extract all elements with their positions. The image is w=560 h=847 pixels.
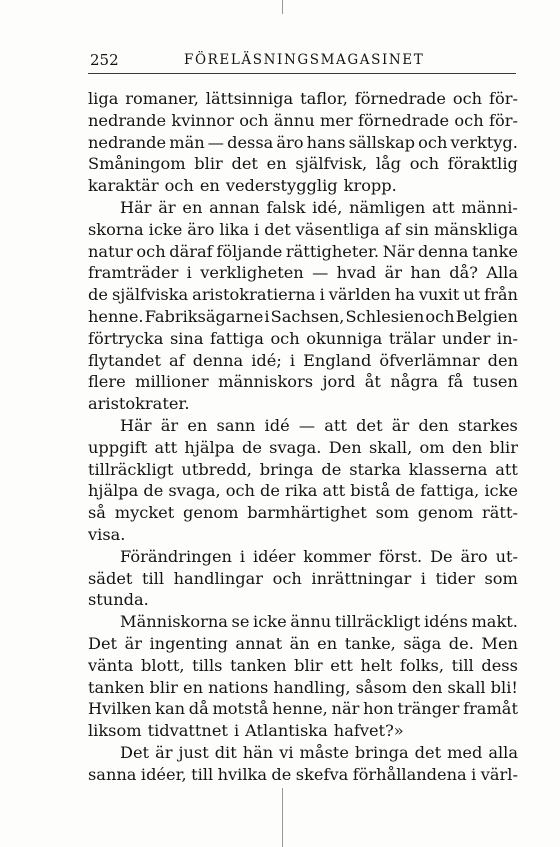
text-line: Det är just dit hän vi måste bringa det med alla [120, 742, 518, 762]
gutter-mark-top [282, 0, 283, 14]
text-line: vänta blott, tills tanken blir ett helt folks, till dess [88, 655, 518, 675]
page-number: 252 [90, 51, 119, 69]
text-line: Det är ingenting annat än en tanke, säga de. Men [88, 633, 518, 653]
text-line: karaktär och en vederstygglig kropp. [88, 176, 397, 196]
text-line: hjälpa de svaga, och de rika att bistå de fattiga, icke [88, 481, 518, 501]
text-line: Småningom blir det en själfvisk, låg och föraktlig [88, 154, 518, 174]
text-line: liga romaner, lättsinniga taflor, förnedrade och för- [88, 89, 518, 108]
text-line: förtrycka sina fattiga och okunniga trälar under in- [88, 328, 518, 348]
body-text [88, 88, 518, 786]
text-line: så mycket genom barmhärtighet som genom rätt- [88, 503, 518, 523]
text-line: aristokrater. [88, 394, 190, 414]
text-line: tillräckligt utbredd, bringa de starka klasserna att [88, 459, 518, 479]
header-rule [88, 73, 516, 74]
text-line: Här är en annan falsk idé, nämligen att männi- [120, 197, 518, 217]
text-line: liksom tidvattnet i Atlantiska hafvet?» [88, 721, 404, 741]
running-title: FÖRELÄSNINGSMAGASINET [184, 52, 425, 68]
text-line: flere millioner människors jord åt några få tusen [88, 372, 518, 392]
text-line: de själfviska aristokratierna i världen ha vuxit ut från [88, 285, 518, 305]
text-line: flytandet af denna idé; i England öfverlämnar den [88, 350, 518, 370]
text-line: framträder i verkligheten — hvad är han då? Alla [88, 263, 518, 283]
text-line: sanna idéer, till hvilka de skefva förhållandena i värl- [88, 764, 518, 784]
text-line: Här är en sann idé — att det är den starkes [120, 415, 518, 435]
text-line: Förändringen i idéer kommer först. De äro ut- [120, 546, 518, 566]
text-line: uppgift att hjälpa de svaga. Den skall, om den blir [88, 437, 518, 457]
gutter-mark-bottom [282, 788, 283, 847]
text-line: skorna icke äro lika i det väsentliga af sin mänskliga [88, 219, 518, 239]
text-line: stunda. [88, 590, 149, 610]
text-line: henne. Fabriksägarne i Sachsen, Schlesien och Belgien [88, 306, 518, 326]
text-line: Människorna se icke ännu tillräckligt idéns makt. [120, 612, 518, 632]
text-line: Hvilken kan då motstå henne, när hon tränger framåt [88, 699, 518, 719]
text-line: nedrande kvinnor och ännu mer förnedrade och för- [88, 110, 518, 130]
text-line: natur och däraf följande rättigheter. När denna tanke [88, 241, 518, 261]
text-line: sädet till handlingar och inrättningar i tider som [88, 568, 518, 588]
text-line: nedrande män — dessa äro hans sällskap och verktyg. [88, 132, 518, 152]
page-header [88, 50, 518, 70]
text-line: visa. [88, 524, 126, 544]
text-line: tanken blir en nations handling, såsom den skall bli! [88, 677, 518, 697]
